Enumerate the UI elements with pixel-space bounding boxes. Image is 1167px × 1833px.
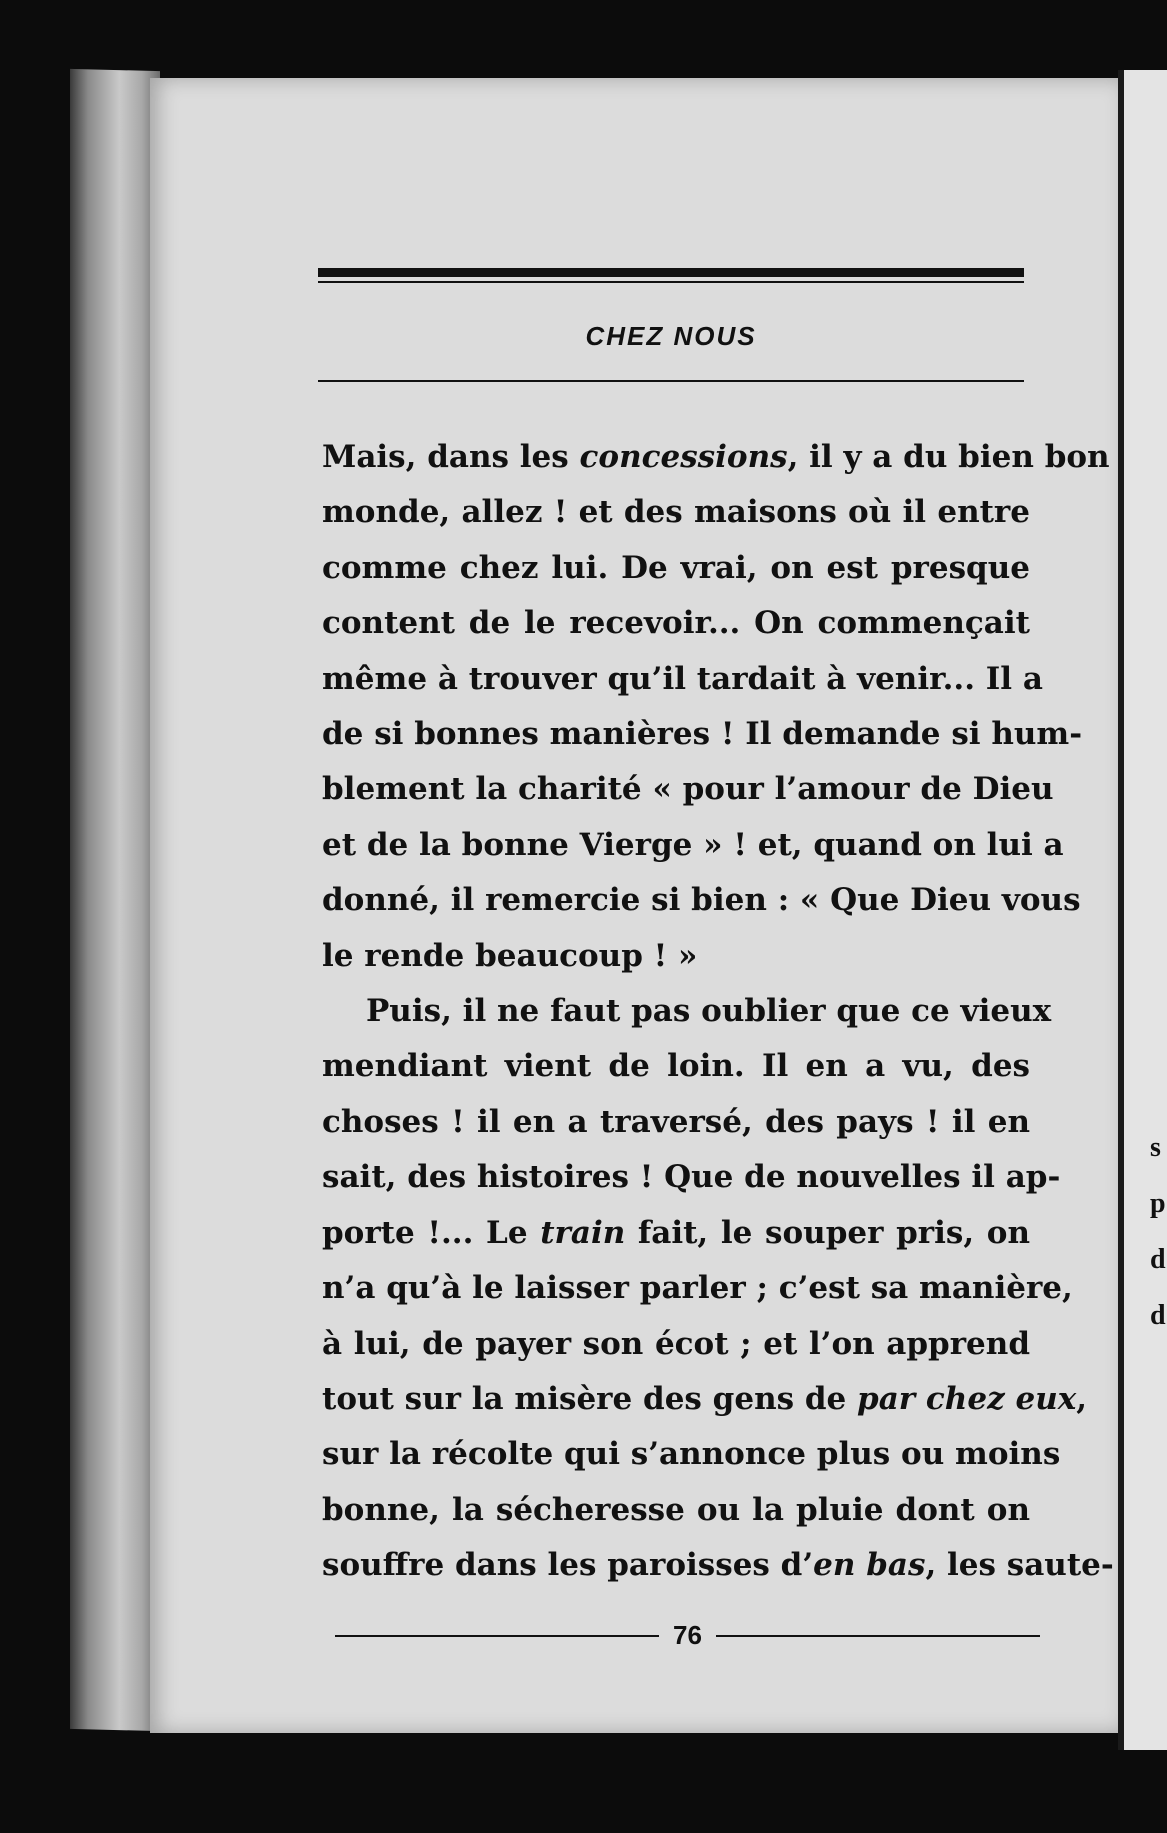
text-line: Puis, il ne faut pas oublier que ce vieux bbox=[366, 993, 1052, 1030]
page-footer bbox=[335, 1620, 1040, 1651]
book-spine bbox=[70, 69, 160, 1731]
next-page-fragments bbox=[1150, 1120, 1166, 1344]
header-thick-rule bbox=[318, 268, 1024, 277]
text-line: porte !... Le train fait, le souper pris, on bbox=[322, 1214, 1030, 1251]
body-text bbox=[322, 430, 1114, 1594]
text-line: monde, allez ! et des maisons où il entre bbox=[322, 494, 1030, 531]
header-thin-rule bbox=[318, 281, 1024, 283]
text-line: n’a qu’à le laisser parler ; c’est sa manière, bbox=[322, 1270, 1073, 1307]
footer-rule-left bbox=[335, 1635, 659, 1637]
text-line: content de le recevoir... On commençait bbox=[322, 605, 1030, 642]
text-line: bonne, la sécheresse ou la pluie dont on bbox=[322, 1491, 1030, 1528]
next-page-fragment: p bbox=[1150, 1188, 1166, 1219]
text-line: le rende beaucoup ! » bbox=[322, 937, 698, 974]
text-line: de si bonnes manières ! Il demande si hum- bbox=[322, 716, 1083, 753]
text-line: comme chez lui. De vrai, on est presque bbox=[322, 549, 1030, 586]
header-bottom-rule bbox=[318, 380, 1024, 382]
text-line: blement la charité « pour l’amour de Dieu bbox=[322, 771, 1054, 808]
text-line: et de la bonne Vierge » ! et, quand on lui a bbox=[322, 826, 1064, 863]
text-line: Mais, dans les concessions, il y a du bien bon bbox=[322, 439, 1110, 475]
next-page-fragment: d bbox=[1150, 1244, 1166, 1275]
text-line: sur la récolte qui s’annonce plus ou moins bbox=[322, 1436, 1061, 1473]
page-header bbox=[318, 268, 1024, 382]
text-line: donné, il remercie si bien : « Que Dieu vous bbox=[322, 882, 1081, 919]
page-number: 76 bbox=[673, 1620, 702, 1650]
text-line: mendiant vient de loin. Il en a vu, des bbox=[322, 1048, 1030, 1085]
text-line: choses ! il en a traversé, des pays ! il en bbox=[322, 1103, 1030, 1140]
text-line: à lui, de payer son écot ; et l’on apprend bbox=[322, 1325, 1030, 1362]
text-line: même à trouver qu’il tardait à venir... Il a bbox=[322, 660, 1043, 697]
next-page-fragment: s bbox=[1150, 1132, 1161, 1163]
next-page-fragment: d bbox=[1150, 1300, 1166, 1331]
running-head: CHEZ NOUS bbox=[585, 321, 757, 351]
text-line: tout sur la misère des gens de par chez eux bbox=[322, 1380, 1077, 1417]
paragraph-1 bbox=[322, 430, 1110, 984]
text-line: souffre dans les paroisses d’en bas, les saute- bbox=[322, 1547, 1114, 1584]
text-line: sait, des histoires ! Que de nouvelles il ap- bbox=[322, 1159, 1061, 1196]
paragraph-2 bbox=[322, 984, 1114, 1593]
next-page-edge bbox=[1118, 70, 1167, 1750]
footer-rule-right bbox=[716, 1635, 1040, 1637]
